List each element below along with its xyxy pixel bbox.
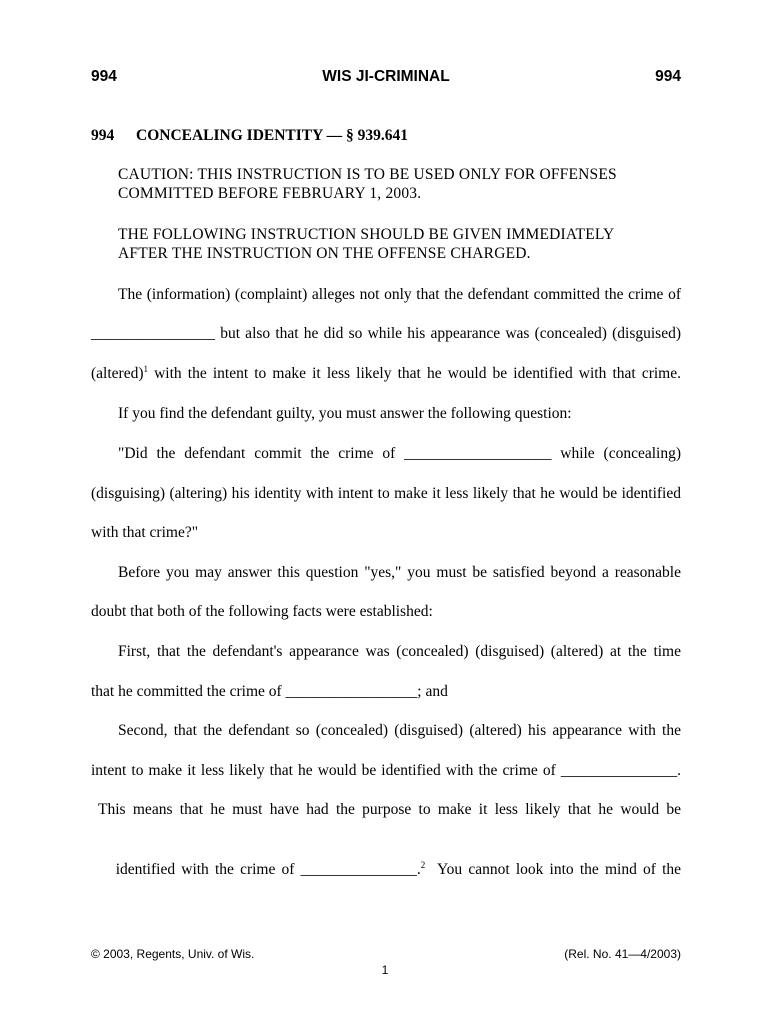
body-line: This means that he must have had the purpose to make it less likely that he would be — [91, 801, 681, 818]
copyright-notice: © 2003, Regents, Univ. of Wis. — [91, 947, 255, 961]
note-line-1: THE FOLLOWING INSTRUCTION SHOULD BE GIVEN IMMEDIATELY — [118, 226, 615, 243]
body-line: The (information) (complaint) alleges not only that the defendant committed the crime of — [118, 286, 681, 303]
body-text: with the intent to make it less likely that he would be identified with that crime. — [148, 365, 681, 382]
body-line: (disguising) (altering) his identity with intent to make it less likely that he would be identified — [91, 485, 681, 502]
body-line: with that crime?" — [91, 524, 199, 541]
instruction-title-text: CONCEALING IDENTITY — § 939.641 — [136, 127, 408, 144]
body-line: that he committed the crime of _________________; and — [91, 683, 448, 700]
body-text: (altered) — [91, 365, 144, 382]
body-line: Second, that the defendant so (concealed) (disguised) (altered) his appearance with the — [118, 722, 681, 739]
body-line: doubt that both of the following facts were established: — [91, 603, 433, 620]
footnote-ref-1[interactable]: 1 — [143, 364, 148, 374]
body-line — [91, 840, 681, 900]
header-left-number: 994 — [91, 68, 117, 85]
caution-line-1: CAUTION: THIS INSTRUCTION IS TO BE USED ONLY FOR OFFENSES — [118, 166, 617, 183]
header-title: WIS JI-CRIMINAL — [322, 68, 450, 85]
header-right-number: 994 — [655, 68, 681, 85]
page-number: 1 — [381, 963, 389, 977]
footnote-ref-2[interactable]: 2 — [420, 860, 426, 870]
release-number: (Rel. No. 41—4/2003) — [564, 947, 681, 961]
instruction-number: 994 — [91, 127, 115, 144]
body-line — [91, 364, 681, 384]
body-line: Before you may answer this question "yes," you must be satisfied beyond a reasonable — [118, 564, 681, 581]
page-footer — [91, 947, 681, 961]
body-text: You cannot look into the mind of the — [425, 861, 682, 878]
body-line: ________________ but also that he did so while his appearance was (concealed) (disguised) — [91, 325, 681, 342]
body-line: "Did the defendant commit the crime of ___________________ while (concealing) — [118, 445, 681, 462]
body-text: identified with the crime of _______________. — [115, 861, 421, 878]
running-header — [91, 68, 681, 86]
body-line: First, that the defendant's appearance was (concealed) (disguised) (altered) at the time — [118, 643, 681, 660]
body-line: intent to make it less likely that he would be identified with the crime of _______________. — [91, 762, 681, 779]
caution-line-2: COMMITTED BEFORE FEBRUARY 1, 2003. — [118, 185, 422, 202]
instruction-title — [91, 126, 681, 146]
note-line-2: AFTER THE INSTRUCTION ON THE OFFENSE CHARGED. — [118, 245, 531, 262]
body-line: If you find the defendant guilty, you must answer the following question: — [118, 405, 572, 422]
